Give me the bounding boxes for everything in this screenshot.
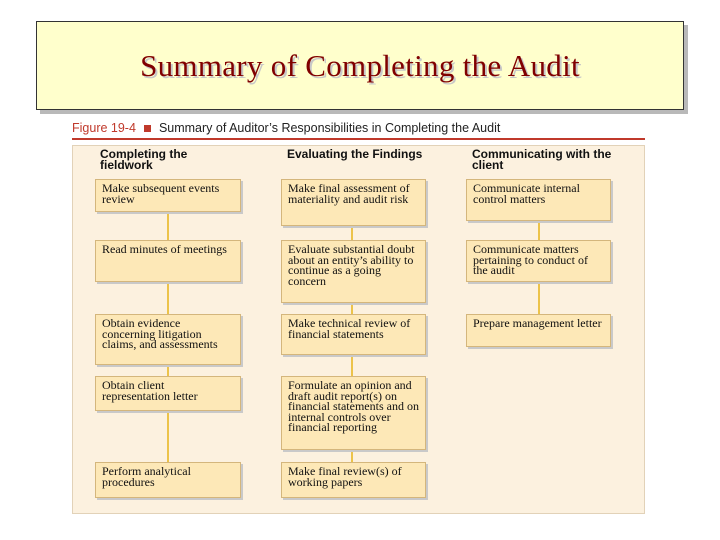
step-text: Make subsequent events review [102,181,220,206]
figure-caption-text: Summary of Auditor’s Responsibilities in Completing the Audit [158,121,501,135]
column-heading-fieldwork: Completing the fieldwork [100,147,188,172]
step-text: Obtain evidence concerning litigation claims, and assessments [102,316,218,351]
step-box [281,179,426,226]
step-text: Communicate internal control matters [473,181,580,206]
step-text: Make technical review of financial statements [288,316,411,341]
connector-line [167,282,169,314]
step-text: Make final assessment of materiality and audit risk [288,181,410,206]
step-box [466,240,611,282]
step-text: Evaluate substantial doubt about an entity’s ability to continue as a going concern [288,242,415,288]
step-box [466,179,611,221]
step-box [281,462,426,498]
step-box [466,314,611,347]
step-box [95,314,241,365]
slide-title-box [36,21,684,110]
connector-line [167,411,169,462]
step-text: Make final review(s) of working papers [288,464,402,489]
step-box [281,314,426,355]
figure-number: Figure 19-4 [72,121,136,135]
step-text: Obtain client representation letter [102,378,198,403]
step-text: Read minutes of meetings [102,242,227,256]
step-text: Communicate matters pertaining to conduct of the audit [473,242,588,277]
figure-caption [72,121,500,135]
step-box [95,376,241,411]
connector-line [538,221,540,240]
connector-line [167,365,169,376]
connector-line [351,450,353,462]
step-box [95,462,241,498]
slide-title: Summary of Completing the Audit [140,47,580,83]
connector-line [351,355,353,376]
square-bullet-icon [144,125,151,132]
connector-line [351,303,353,314]
step-text: Perform analytical procedures [102,464,191,489]
column-heading-communicating: Communicating with the client [472,147,612,172]
step-text: Formulate an opinion and draft audit report(s) on financial statements and on internal controls over financial reporting [288,378,419,434]
caption-divider [72,138,645,140]
step-box [95,179,241,212]
step-box [95,240,241,282]
connector-line [167,212,169,240]
column-heading-findings: Evaluating the Findings [287,147,423,161]
connector-line [351,226,353,240]
step-text: Prepare management letter [473,316,602,330]
step-box [281,240,426,303]
step-box [281,376,426,450]
connector-line [538,282,540,314]
